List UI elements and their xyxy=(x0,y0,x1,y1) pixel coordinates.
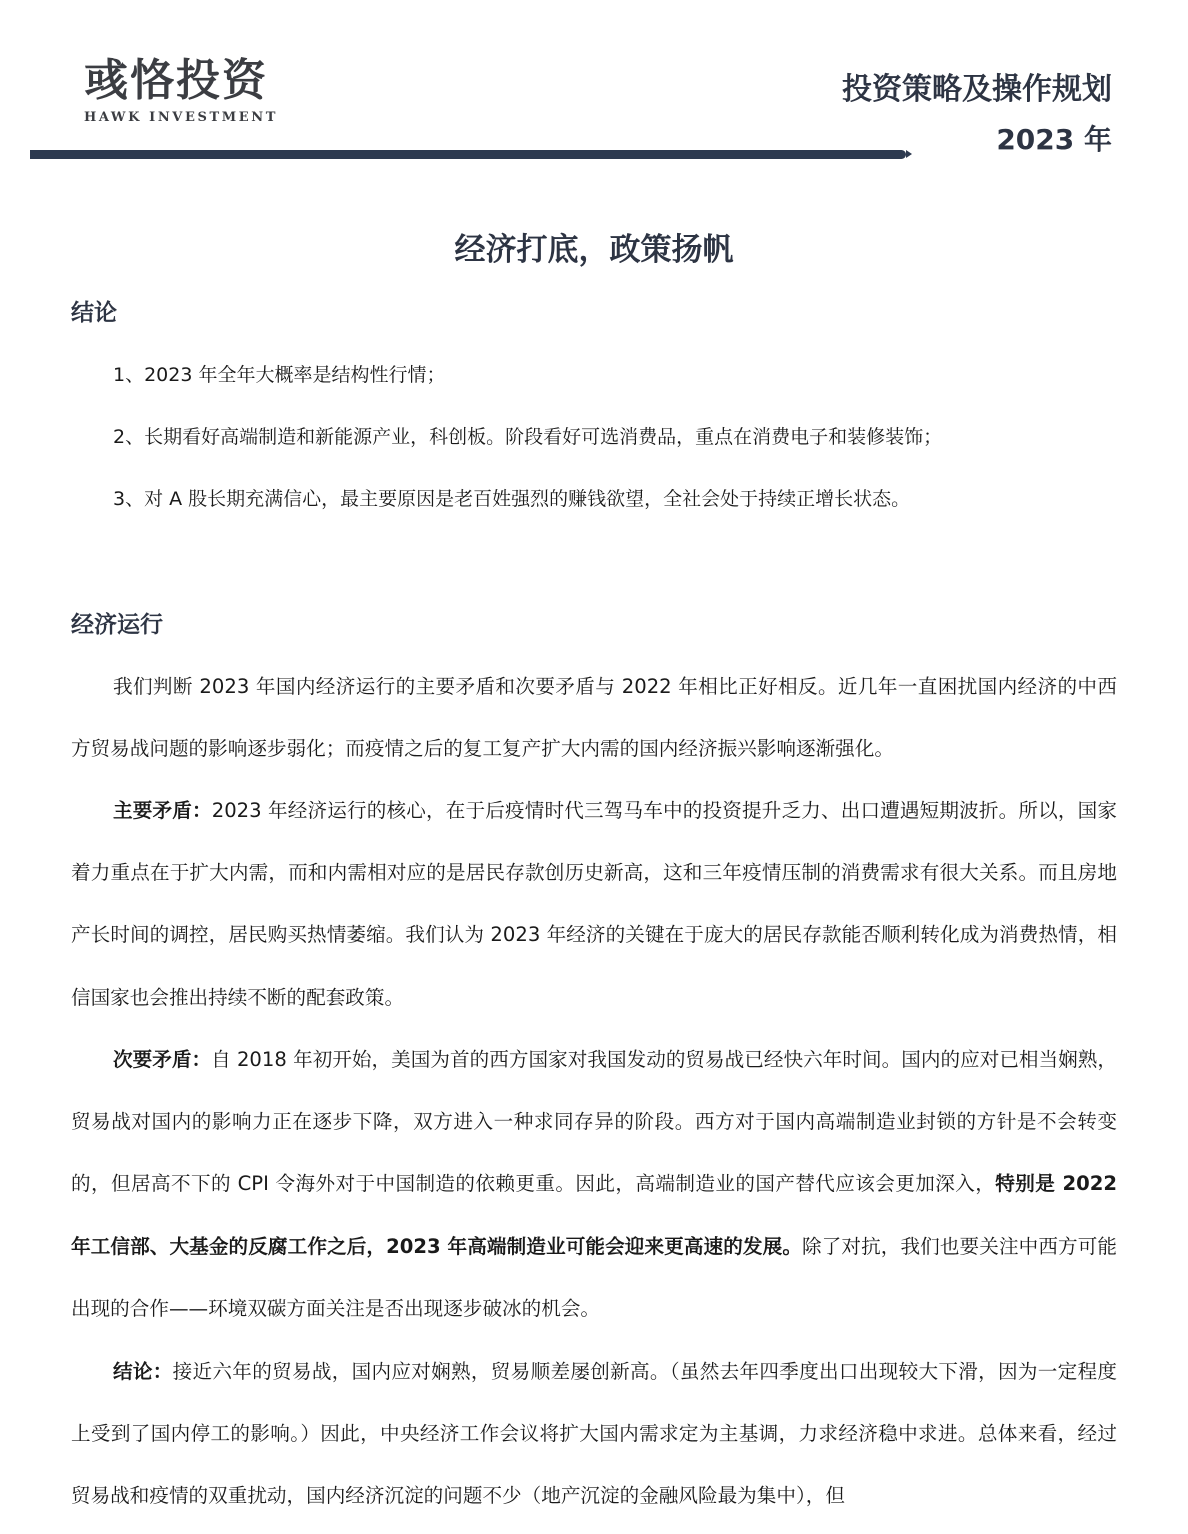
report-header xyxy=(842,68,1112,162)
primary-contradiction-label: 主要矛盾： xyxy=(113,799,212,822)
logo-chinese-name: 彧恪投资 xyxy=(84,55,268,106)
summary-label: 结论： xyxy=(113,1360,173,1383)
conclusion-item: 1、2023 年全年大概率是结构性行情； xyxy=(113,364,446,386)
economy-heading: 经济运行 xyxy=(71,612,163,638)
primary-contradiction-text: 2023 年经济运行的核心，在于后疫情时代三驾马车中的投资提升乏力、出口遭遇短期波折。所以，国家着力重点在于扩大内需，而和内需相对应的是居民存款创历史新高，这和三年疫情压制的消费需求有很大关系。而且房地产长时间的调控，居民购买热情萎缩。我们认为 2023 年经济的关键在于庞大的居民存款能否顺利转化成为消费热情，相信国家也会推出持续不断的配套政策。 xyxy=(71,799,1118,1009)
company-logo xyxy=(84,52,279,125)
conclusion-item: 3、对 A 股长期充满信心，最主要原因是老百姓强烈的赚钱欲望，全社会处于持续正增长状态。 xyxy=(113,488,911,510)
secondary-contradiction-text: 自 2018 年初开始，美国为首的西方国家对我国发动的贸易战已经快六年时间。国内的应对已相当娴熟，贸易战对国内的影响力正在逐步下降，双方进入一种求同存异的阶段。西方对于国内高端制造业封锁的方针是不会转变的，但居高不下的 CPI 令海外对于中国制造的依赖更重。因此，高端制造业的国产替代应该会更加深入， xyxy=(71,1048,1117,1196)
logo-english-name: HAWK INVESTMENT xyxy=(84,110,279,125)
conclusion-heading: 结论 xyxy=(71,300,117,326)
secondary-contradiction-paragraph xyxy=(71,1029,1117,1340)
report-year: 2023 年 xyxy=(996,123,1112,156)
secondary-contradiction-text-end: 除了对抗，我们也要关注中西方可能出现的合作——环境双碳方面关注是否出现逐步破冰的机会。 xyxy=(71,1234,1118,1320)
summary-paragraph xyxy=(71,1341,1117,1528)
conclusion-item: 2、长期看好高端制造和新能源产业，科创板。阶段看好可选消费品，重点在消费电子和装修装饰； xyxy=(113,426,943,448)
secondary-contradiction-label: 次要矛盾： xyxy=(113,1048,212,1071)
economy-intro-paragraph xyxy=(71,656,1117,780)
economy-intro-text: 我们判断 2023 年国内经济运行的主要矛盾和次要矛盾与 2022 年相比正好相反。近几年一直困扰国内经济的中西方贸易战问题的影响逐步弱化；而疫情之后的复工复产扩大内需的国内经济振兴影响逐渐强化。 xyxy=(71,675,1117,761)
document-title: 经济打底，政策扬帆 xyxy=(454,232,734,268)
header-divider xyxy=(30,150,906,159)
primary-contradiction-paragraph xyxy=(71,780,1117,1029)
report-title: 投资策略及操作规划 xyxy=(842,72,1112,107)
summary-text: 接近六年的贸易战，国内应对娴熟，贸易顺差屡创新高。（虽然去年四季度出口出现较大下滑，因为一定程度上受到了国内停工的影响。）因此，中央经济工作会议将扩大国内需求定为主基调，力求经济稳中求进。总体来看，经过贸易战和疫情的双重扰动，国内经济沉淀的问题不少（地产沉淀的金融风险最为集中），但 xyxy=(71,1360,1117,1508)
secondary-contradiction-highlight: 特别是 2022 年工信部、大基金的反腐工作之后，2023 年高端制造业可能会迎来更高速的发展。 xyxy=(71,1172,1118,1258)
